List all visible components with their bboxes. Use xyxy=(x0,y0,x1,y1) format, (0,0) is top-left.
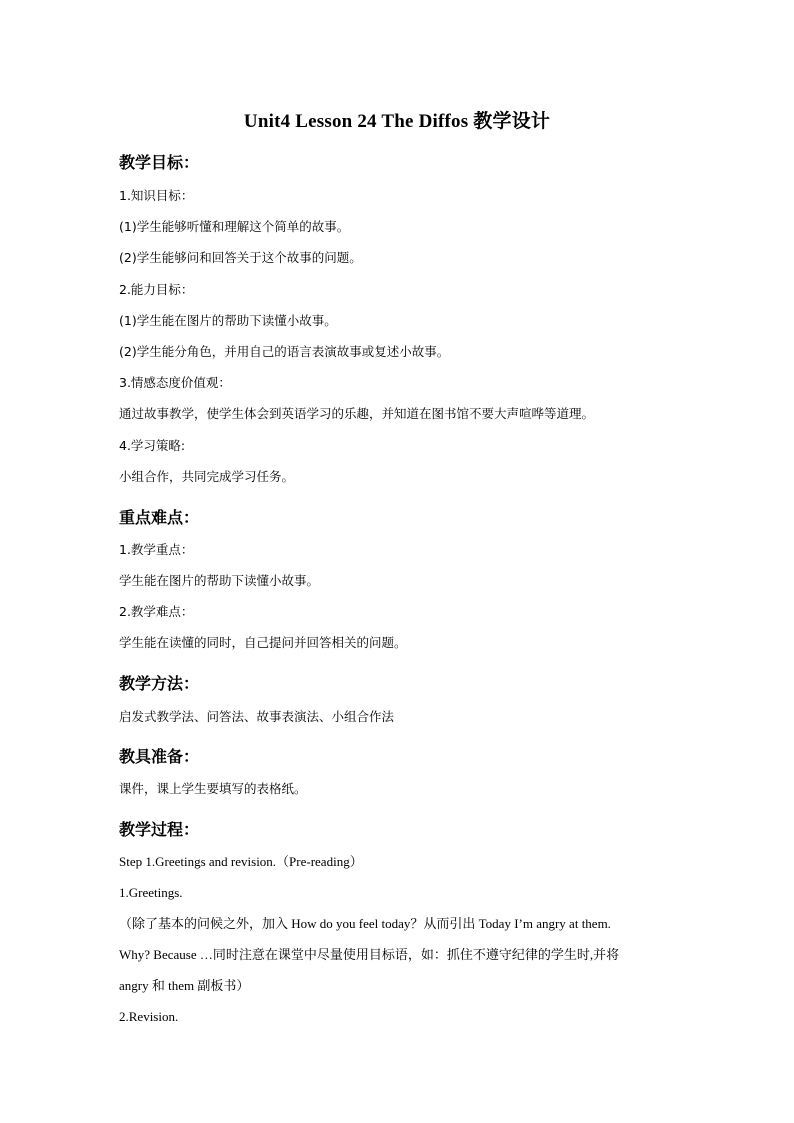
objectives-line: 通过故事教学，使学生体会到英语学习的乐趣，并知道在图书馆不要大声喧哗等道理。 xyxy=(119,406,595,421)
objectives-line: 4.学习策略: xyxy=(119,438,186,453)
process-line: （除了基本的问候之外，加入 How do you feel today？从而引出 Today I’m angry at them. xyxy=(119,916,611,931)
objectives-line: 小组合作，共同完成学习任务。 xyxy=(119,469,295,484)
heading-process: 教学过程： xyxy=(119,820,200,839)
process-line: 1.Greetings. xyxy=(119,885,183,900)
key-points-line: 2.教学难点： xyxy=(119,604,194,619)
process-line: 2.Revision. xyxy=(119,1009,179,1024)
methods-line: 启发式教学法、问答法、故事表演法、小组合作法 xyxy=(119,709,395,724)
objectives-line: 1.知识目标： xyxy=(119,188,194,203)
process-line: Step 1.Greetings and revision.（Pre-reading） xyxy=(119,854,363,869)
heading-objectives: 教学目标： xyxy=(119,153,200,172)
heading-methods: 教学方法： xyxy=(119,674,200,693)
objectives-line: 2.能力目标： xyxy=(119,282,194,297)
process-line: Why? Because …同时注意在课堂中尽量使用目标语，如：抓住不遵守纪律的学生时,并将 xyxy=(119,947,620,962)
key-points-line: 学生能在图片的帮助下读懂小故事。 xyxy=(119,573,320,588)
process-line: angry 和 them 副板书） xyxy=(119,978,250,993)
key-points-line: 1.教学重点： xyxy=(119,542,194,557)
materials-line: 课件，课上学生要填写的表格纸。 xyxy=(119,781,307,796)
objectives-line: 3.情感态度价值观： xyxy=(119,375,231,390)
objectives-line: (1)学生能在图片的帮助下读懂小故事。 xyxy=(119,313,337,328)
objectives-line: (2)学生能分角色，并用自己的语言表演故事或复述小故事。 xyxy=(119,344,450,359)
heading-materials: 教具准备： xyxy=(119,747,200,766)
objectives-line: (2)学生能够问和回答关于这个故事的问题。 xyxy=(119,250,362,265)
key-points-line: 学生能在读懂的同时，自己提问并回答相关的问题。 xyxy=(119,635,407,650)
objectives-line: (1)学生能够听懂和理解这个简单的故事。 xyxy=(119,219,350,234)
document-title: Unit4 Lesson 24 The Diffos 教学设计 xyxy=(243,111,551,132)
heading-key-points: 重点难点： xyxy=(119,508,200,527)
